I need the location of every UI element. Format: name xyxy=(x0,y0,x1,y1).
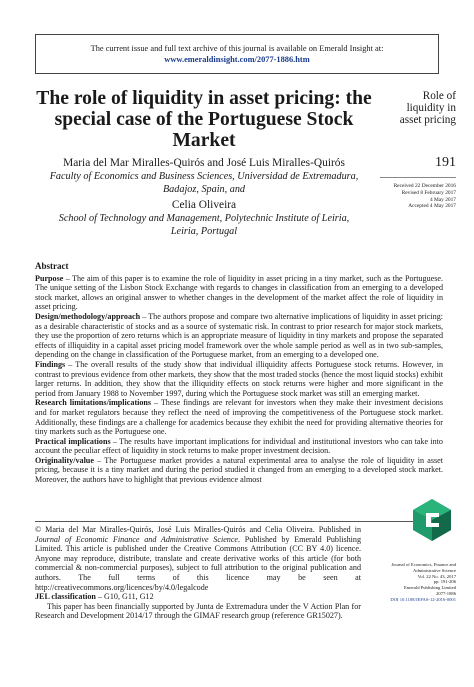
article-dates xyxy=(360,183,456,210)
originality-label: Originality/value xyxy=(35,455,94,465)
journal-info-pages: pp. 191-206 xyxy=(433,579,456,585)
design-label: Design/methodology/approach xyxy=(35,311,141,321)
received-date: Received 22 December 2016 xyxy=(393,183,456,189)
journal-info-publisher: Emerald Publishing Limited xyxy=(403,585,456,591)
journal-info-line2: Administrative Science xyxy=(413,567,456,573)
copyright-text: © Maria del Mar Miralles-Quirós, José Luis Miralles-Quirós and Celia Oliveira. Published in xyxy=(35,525,361,534)
abstract-practical xyxy=(35,437,443,456)
licence-terms: . Published by Emerald Publishing Limited. This article is published under the Creative Commons Attribution (CC BY 4.0) licence. Anyone may reproduce, distribute, translate and create derivative works of this article (for both commercial & non-commercial purposes), subject to full attribution to the original publication and authors. The full terms of this licence may be seen at http://creativecommons.org/licences/by/4.0/legalcode xyxy=(35,534,361,592)
abstract-purpose xyxy=(35,274,443,312)
journal-info xyxy=(364,562,456,603)
license-section xyxy=(35,525,361,621)
running-title-line2: liquidity in xyxy=(406,102,456,114)
abstract-divider xyxy=(35,521,439,522)
page-number: 191 xyxy=(435,155,456,170)
purpose-label: Purpose xyxy=(35,273,64,283)
jel-classification xyxy=(35,592,361,602)
doi-link[interactable]: DOI 10.1108/JEFAS-12-2016-0001 xyxy=(390,596,456,602)
accepted-date: Accepted 4 May 2017 xyxy=(408,203,456,210)
findings-label: Findings xyxy=(35,359,66,369)
abstract-design xyxy=(35,312,443,360)
design-text: – The authors propose and compare two alternative implications of liquidity in asset pricing: as a desirable characteristic of stocks and as a source of systematic risk. In contrast to prior research for major stock markets, they use the proportion of zero returns which is an appropriate measure of liquidity in tiny markets and propose the separated effects of illiquidity in a capital asset pricing model framework over the whole sample period as well as in two sub-samples, depending on the change in classification of the Portuguese market, from an emerging to a developed one. xyxy=(35,311,443,360)
journal-name: Journal of Economic Finance and Administrative Science xyxy=(35,534,239,544)
journal-info-line1: Journal of Economics, Finance and xyxy=(391,562,456,567)
limitations-label: Research limitations/implications xyxy=(35,398,152,408)
affiliation-secondary-line1: School of Technology and Management, Polytechnic Institute of Leiria, xyxy=(58,213,350,224)
article-title: The role of liquidity in asset pricing: the special case of the Portuguese Stock Market xyxy=(36,88,372,151)
jel-codes: – G10, G11, G12 xyxy=(95,592,154,602)
abstract-findings xyxy=(35,360,443,398)
authors-primary: Maria del Mar Miralles-Quirós and José Luis Miralles-Quirós xyxy=(63,157,345,169)
authors-secondary: Celia Oliveira xyxy=(171,199,237,211)
originality-text: – The Portuguese market provides a natural experimental area to analyse the role of liquidity in asset pricing, because it is a tiny market and during the period studied it changed from an emerging to a developed stock market. Moreover, the authors have to highlight that previous evidence almost xyxy=(35,455,443,485)
revised-date-2: 4 May 2017 xyxy=(429,196,456,203)
funding-note: This paper has been financially supported by Junta de Extremadura under the V Action Plan for Research and Development 2014/17 through the GIMAF research group (reference GR15027). xyxy=(35,601,361,621)
limitations-text: – These findings are relevant for investors when they make their investment decisions and for market regulators because they reflect the need of improving the competitiveness of the Portuguese stock market. Additionally, these findings are a challenge for academics because they exhibit the need for providing alternative theories for tiny markets such as the Portuguese one. xyxy=(35,398,443,437)
journal-url-link[interactable]: www.emeraldinsight.com/2077-1886.htm xyxy=(164,55,310,64)
journal-logo-icon xyxy=(410,498,454,542)
affiliation-primary-line1: Faculty of Economics and Business Sciences, Universidad de Extremadura, xyxy=(49,171,359,182)
running-title xyxy=(380,90,456,126)
revised-date: Revised 8 February 2017 xyxy=(401,189,456,196)
header-notice: The current issue and full text archive of this journal is available on Emerald Insight at: xyxy=(90,44,384,53)
findings-text: – The overall results of the study show that individual illiquidity affects Portuguese stock returns. However, in contrast to previous evidence from other markets, they show that the most traded stocks (hence the most liquid stocks) exhibit larger returns. In addition, they show that the illiquidity effects on stock returns were higher and more significant in the period from January 1988 to November 1997, during which the Portuguese stock market was still an emerging market. xyxy=(35,359,443,398)
abstract-originality xyxy=(35,456,443,485)
abstract-limitations xyxy=(35,398,443,436)
journal-info-issn: 2077-1886 xyxy=(436,590,456,596)
purpose-text: – The aim of this paper is to examine the role of liquidity in asset pricing in a tiny market, such as the Portuguese. The unique setting of the Lisbon Stock Exchange with regards to changes in classification from an emerging to a developed stock market, allows an original answer to whether changes in the development of the market affect the role of liquidity in asset pricing. xyxy=(35,273,443,312)
affiliation-primary-line2: Badajoz, Spain, and xyxy=(162,184,246,195)
practical-label: Practical implications xyxy=(35,436,111,446)
header-box xyxy=(35,34,439,74)
abstract-section xyxy=(35,262,443,485)
running-title-line3: asset pricing xyxy=(399,114,456,126)
practical-text: – The results have important implications for individual and institutional investors who can take into account the peculiar effect of liquidity in stock returns to make proper investment decision. xyxy=(35,436,443,456)
sidebar-divider xyxy=(380,177,456,178)
affiliation-secondary-line2: Leiria, Portugal xyxy=(170,226,238,237)
jel-label: JEL classification xyxy=(35,592,96,602)
copyright-notice xyxy=(35,525,361,592)
journal-info-volume: Vol. 22 No. 43, 2017 xyxy=(417,573,456,579)
abstract-heading: Abstract xyxy=(35,261,69,271)
running-title-line1: Role of xyxy=(422,90,456,102)
